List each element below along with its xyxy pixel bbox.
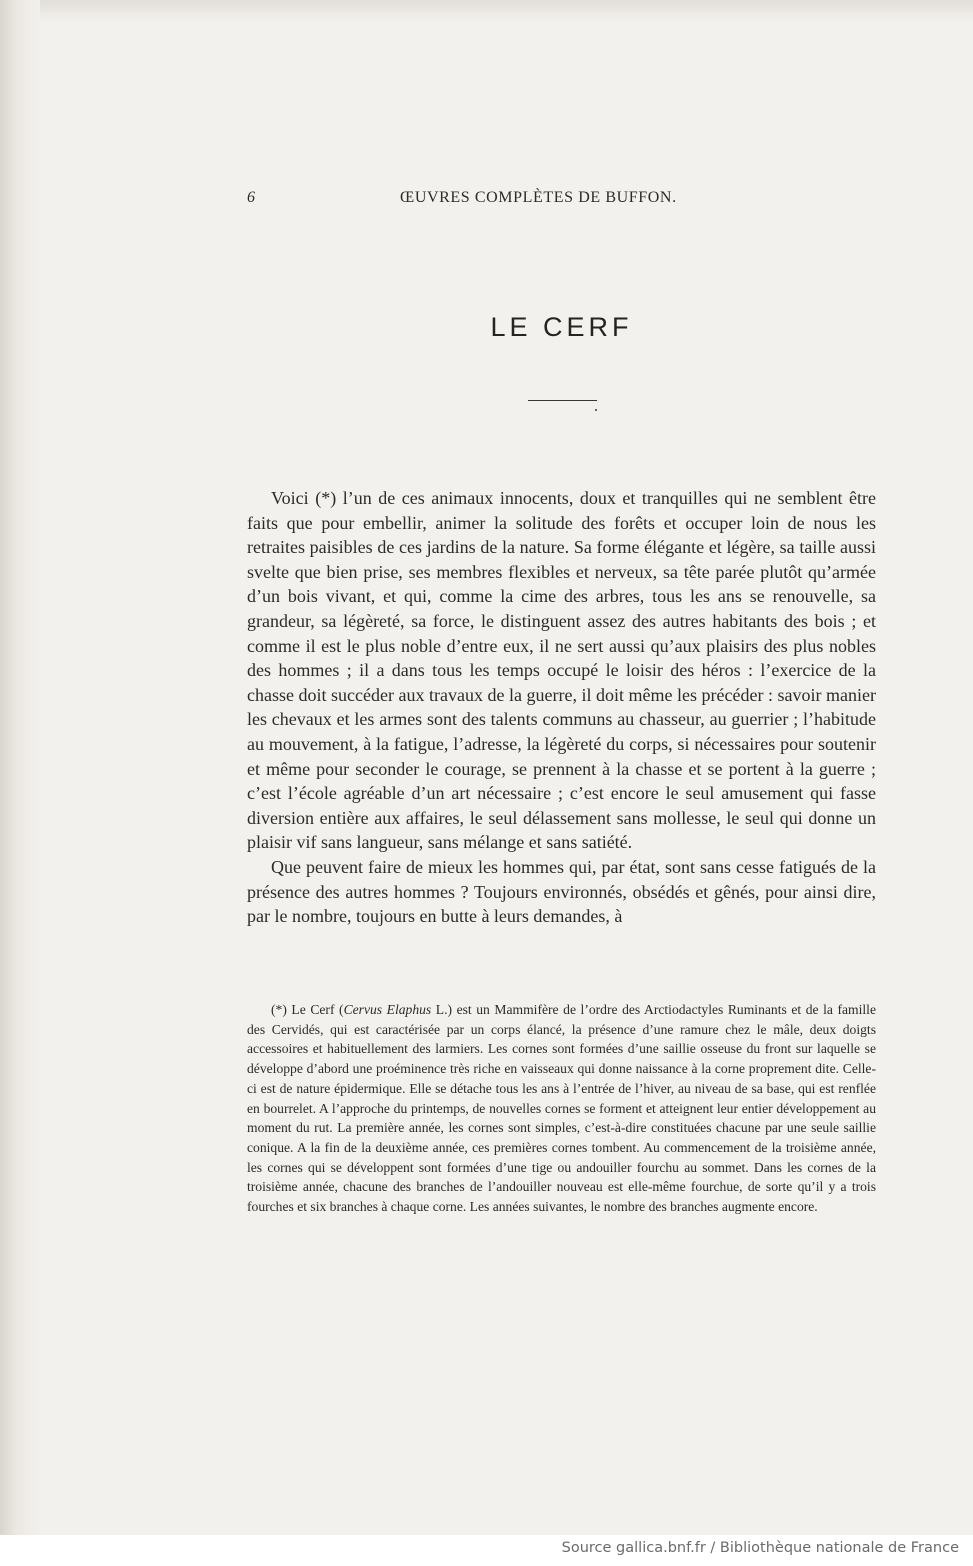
title-ornament-dot xyxy=(595,409,597,411)
footnote-body: L.) est un Mammifère de l’ordre des Arctiodactyles Ruminants et de la famille des Cervidés, qui est caractérisée par un corps élancé, la présence d’une ramure chez le mâle, deux doigts accessoires et habituellement des larmiers. Les cornes sont formées d’une saillie osseuse du front sur laquelle se développe d’abord une proéminence très riche en vaisseaux qui donne naissance à la corne proprement dite. Celle-ci est de nature épidermique. Elle se détache tous les ans à l’entrée de l’hiver, au niveau de sa base, qui est renflée en bourrelet. A l’approche du printemps, de nouvelles cornes se forment et atteignent leur entier développement au moment du rut. La première année, les cornes sont simples, c’est-à-dire constituées chacune par une seule saillie conique. A la fin de la deuxième année, ces premières cornes tombent. Au commencement de la troisième année, les cornes qui se développent sont formées d’une tige ou andouiller fourchu au sommet. Dans les cornes de la troisième année, chacune des branches de l’andouiller nouveau est elle-même fourchue, de sorte qu’il y a trois fourches et six branches à chaque corne. Les années suivantes, le nombre des branches augmente encore. xyxy=(247,1002,876,1215)
chapter-title: LE CERF xyxy=(490,312,633,342)
title-divider xyxy=(528,400,597,401)
paragraph-2: Que peuvent faire de mieux les hommes qui, par état, sont sans cesse fatigués de la présence des autres hommes ? Toujours environnés, obsédés et gênés, pour ainsi dire, par le nombre, toujours en butte à leurs demandes, à xyxy=(247,856,876,927)
paragraph-1: Voici (*) l’un de ces animaux innocents, doux et tranquilles qui ne semblent être faits que pour embellir, animer la solitude des forêts et occuper loin de nous les retraites paisibles de ces jardins de la nature. Sa forme élégante et légère, sa taille aussi svelte que bien prise, ses membres flexibles et nerveux, sa tête parée plutôt qu’armée d’un bois vivant, et qui, comme la cime des arbres, tous les ans se renouvelle, sa grandeur, sa légèreté, sa force, le distinguent assez des autres habitants des bois ; et comme il est le plus noble d’entre eux, il ne sert aussi qu’aux plaisirs des plus nobles des hommes ; il a dans tous les temps occupé le loisir des héros : l’exercice de la chasse doit succéder aux travaux de la guerre, il doit même les précéder : savoir manier les chevaux et les armes sont des talents communs au chasseur, au guerrier ; l’habitude au mouvement, à la fatigue, l’adresse, la légèreté du corps, si nécessaires pour soutenir et même pour seconder le courage, se prennent à la chasse et se portent à la guerre ; c’est l’école agréable d’un art nécessaire ; c’est encore le seul amusement qui fasse diversion entière aux affaires, le seul délassement sans mollesse, le seul qui donne un plaisir vif sans langueur, sans mélange et sans satiété. xyxy=(247,488,876,853)
page-left-shadow xyxy=(0,0,40,1535)
source-bar xyxy=(0,1535,973,1566)
page-top-shadow xyxy=(0,0,973,22)
page-number: 6 xyxy=(247,189,255,206)
footnote xyxy=(247,1000,876,1217)
running-header xyxy=(247,189,876,213)
running-title: ŒUVRES COMPLÈTES DE BUFFON. xyxy=(400,189,677,206)
body-text xyxy=(247,486,876,929)
footnote-prefix: (*) Le Cerf ( xyxy=(271,1002,344,1017)
footnote-species-name: Cervus Elaphus xyxy=(343,1002,432,1017)
source-attribution: Source gallica.bnf.fr / Bibliothèque nationale de France xyxy=(561,1540,959,1556)
